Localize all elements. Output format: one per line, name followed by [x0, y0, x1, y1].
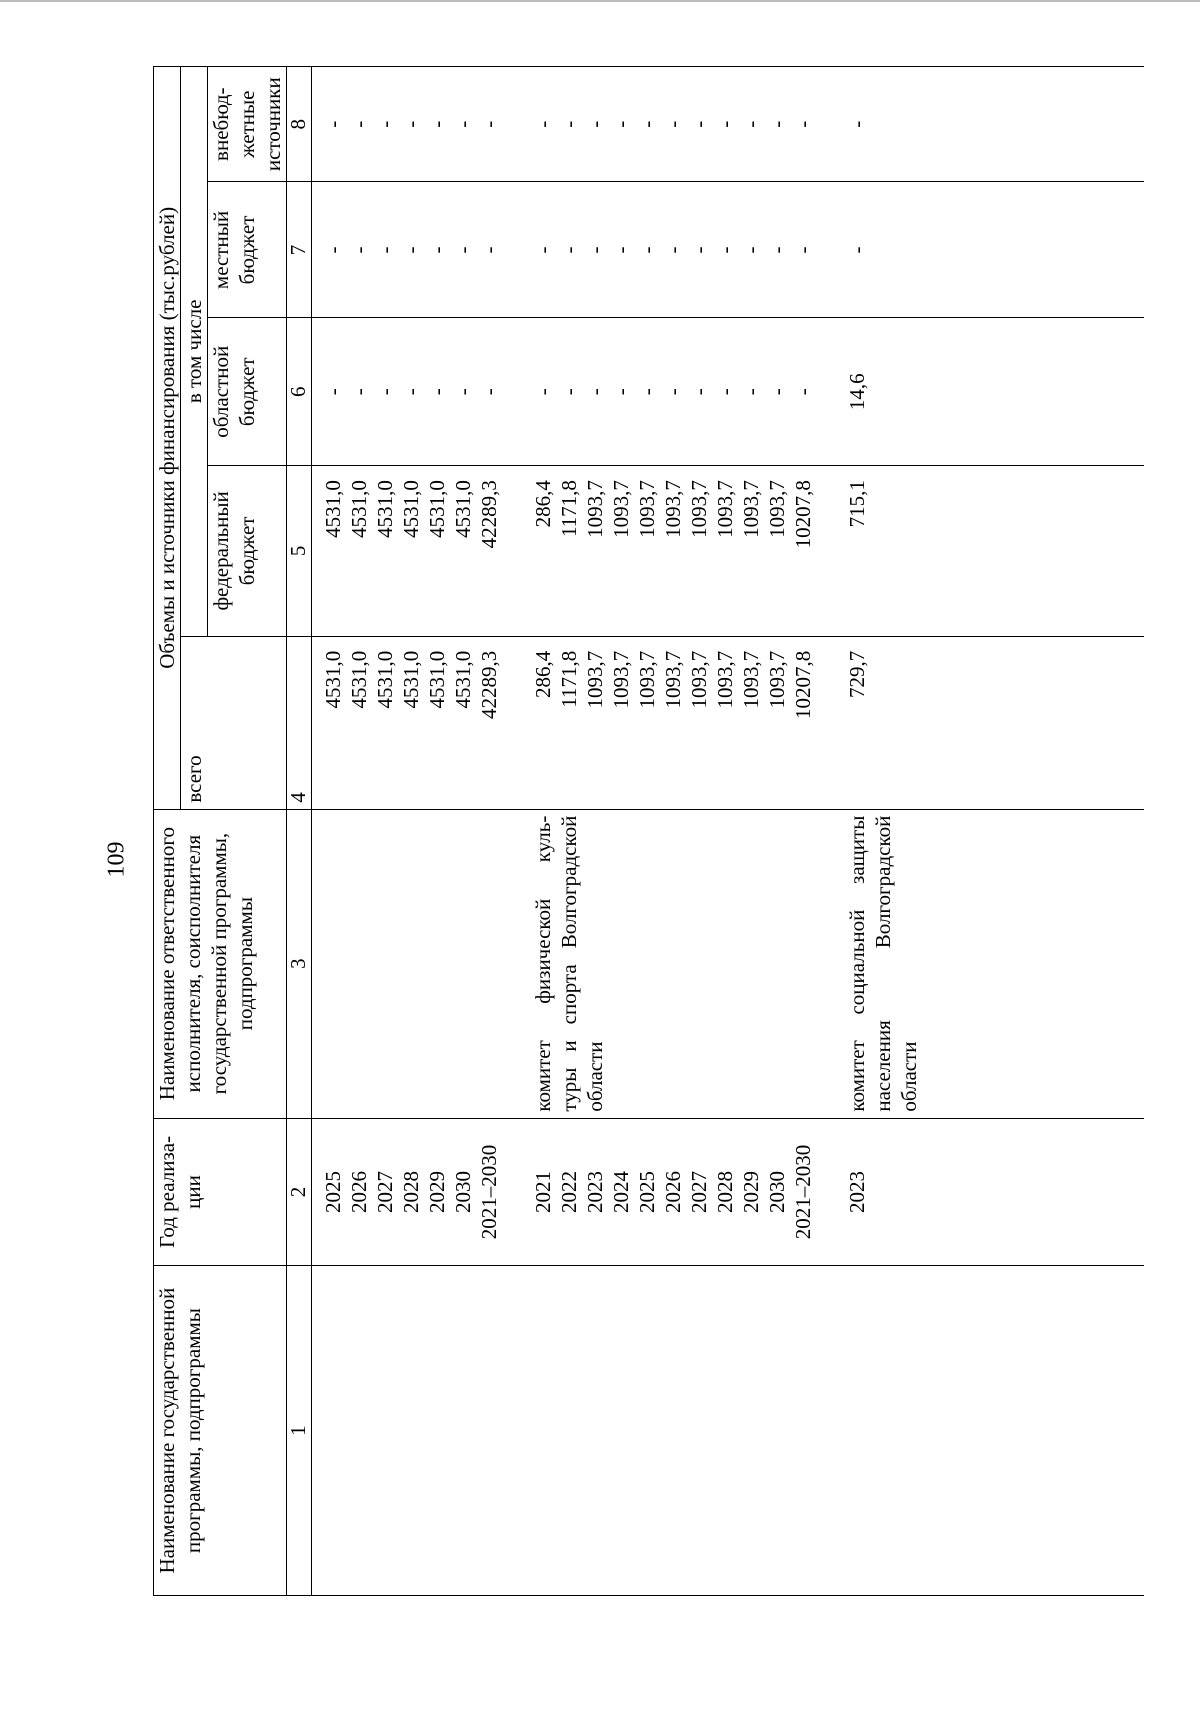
year-cell [312, 1118, 503, 1266]
header-executor: Наименование ответственного исполнителя, соисполнителя государственной программы, подпрограммы [154, 809, 287, 1118]
cell-value: - [531, 246, 555, 254]
cell-value: 729,7 [845, 650, 869, 698]
cell-value: 14,6 [845, 373, 869, 411]
executor-cell [312, 809, 503, 1118]
cell-value: - [399, 246, 423, 254]
cell-value: 4531,0 [321, 650, 345, 709]
cell-value: 1093,7 [583, 480, 607, 538]
cell-value: - [451, 388, 475, 396]
table-row [502, 67, 816, 1596]
column-number: 7 [287, 182, 312, 318]
cell-value: - [557, 246, 581, 254]
cell-value: - [451, 120, 475, 128]
cell-value: - [373, 120, 397, 128]
cell-value: 1093,7 [609, 650, 633, 709]
cell-value: - [531, 388, 555, 396]
cell-value: 10207,8 [791, 650, 815, 719]
cell-value: 2022 [557, 1170, 581, 1213]
cell-value: 1093,7 [765, 480, 789, 538]
cell-value: 1171,8 [557, 480, 581, 538]
cell-value: - [609, 388, 633, 396]
cell-value: - [373, 388, 397, 396]
cell-value: 2028 [713, 1170, 737, 1213]
cell-value: - [373, 246, 397, 254]
cell-value: 2023 [583, 1170, 607, 1213]
header-funding: Объемы и источники финансирования (тыс.рублей) [154, 67, 181, 810]
cell-value: 2026 [661, 1170, 685, 1213]
column-number: 6 [287, 318, 312, 466]
cell-value: - [791, 246, 815, 254]
rotated-document [153, 66, 1200, 1596]
cell-value: - [425, 246, 449, 254]
cell-value: - [477, 246, 501, 254]
cell-value: - [609, 120, 633, 128]
cell-value: - [583, 246, 607, 254]
cell-value: - [321, 246, 345, 254]
funding-table [153, 66, 1144, 1596]
cell-value: - [583, 120, 607, 128]
cell-value: 4531,0 [425, 650, 449, 709]
cell-value: - [739, 388, 763, 396]
cell-value: 1093,7 [713, 650, 737, 709]
cell-value: - [687, 120, 711, 128]
cell-value: 42289,3 [477, 480, 501, 549]
header-year: Год реализа-ции [154, 1118, 287, 1266]
cell-value: - [609, 246, 633, 254]
regional-cell [816, 318, 1144, 466]
cell-value: 1093,7 [739, 480, 763, 538]
header-local: местный бюджет [208, 182, 287, 318]
cell-value: - [399, 388, 423, 396]
cell-value: 4531,0 [373, 650, 397, 709]
scan-edge [0, 0, 1200, 2]
offbudget-cell [502, 67, 816, 182]
header-including: в том числе [181, 67, 208, 637]
cell-value: 1171,8 [557, 650, 581, 708]
cell-value: 2030 [765, 1170, 789, 1213]
cell-value: 2026 [347, 1170, 371, 1213]
total-cell [312, 636, 503, 809]
cell-value: - [347, 120, 371, 128]
column-number: 2 [287, 1118, 312, 1266]
cell-value: 2024 [609, 1170, 633, 1213]
cell-value: 715,1 [845, 480, 869, 528]
cell-value: 2027 [373, 1170, 397, 1213]
cell-value: 286,4 [531, 480, 555, 528]
cell-value: - [687, 388, 711, 396]
cell-value: туры и спорта Волгоградской [557, 815, 581, 1112]
column-number: 4 [287, 636, 312, 809]
cell-value: 2021 [531, 1170, 555, 1213]
cell-value: - [713, 246, 737, 254]
cell-value: 4531,0 [451, 480, 475, 538]
cell-value: - [425, 388, 449, 396]
federal-cell [816, 466, 1144, 637]
local-cell [816, 182, 1144, 318]
column-number: 8 [287, 67, 312, 182]
cell-value: комитет социальной защиты [845, 815, 869, 1112]
table-row [816, 67, 1144, 1596]
cell-value: - [557, 388, 581, 396]
cell-value: - [451, 246, 475, 254]
cell-value: 2029 [425, 1170, 449, 1213]
cell-value: 2023 [845, 1170, 869, 1213]
local-cell [312, 182, 503, 318]
column-number: 1 [287, 1266, 312, 1596]
cell-value: - [661, 120, 685, 128]
cell-value: - [477, 120, 501, 128]
federal-cell [502, 466, 816, 637]
total-cell [816, 636, 1144, 809]
cell-value: - [713, 120, 737, 128]
cell-value: - [399, 120, 423, 128]
cell-value: 1093,7 [687, 650, 711, 709]
header-regional: областной бюджет [208, 318, 287, 466]
cell-value: - [321, 388, 345, 396]
cell-value: - [477, 388, 501, 396]
cell-value: 4531,0 [425, 480, 449, 538]
regional-cell [312, 318, 503, 466]
cell-value: - [765, 246, 789, 254]
regional-cell [502, 318, 816, 466]
cell-value: - [791, 388, 815, 396]
cell-value: 2028 [399, 1170, 423, 1213]
page-number: 109 [103, 841, 130, 878]
header-federal: федеральный бюджет [208, 466, 287, 637]
cell-value: - [661, 388, 685, 396]
cell-value: 2029 [739, 1170, 763, 1213]
header-total: всего [181, 636, 287, 809]
cell-value: 1093,7 [583, 650, 607, 709]
cell-value: 4531,0 [399, 480, 423, 538]
cell-value: 286,4 [531, 650, 555, 698]
cell-value: 2025 [635, 1170, 659, 1213]
cell-value: населения Волгоградской [871, 815, 895, 1112]
cell-value: 4531,0 [373, 480, 397, 538]
cell-value: - [765, 388, 789, 396]
year-cell [502, 1118, 816, 1266]
cell-value: 1093,7 [661, 480, 685, 538]
column-numbers-row [287, 67, 312, 1596]
total-cell [502, 636, 816, 809]
program-name-cell [312, 1266, 503, 1596]
cell-value: 4531,0 [321, 480, 345, 538]
cell-value: - [635, 388, 659, 396]
cell-value: - [347, 388, 371, 396]
cell-value: 2027 [687, 1170, 711, 1213]
offbudget-cell [312, 67, 503, 182]
header-offbudget: внебюд-жетные источники [208, 67, 287, 182]
cell-value: 1093,7 [765, 650, 789, 709]
cell-value: 10207,8 [791, 480, 815, 549]
cell-value: 2030 [451, 1170, 475, 1213]
table-row [312, 67, 503, 1596]
cell-value: области [583, 1041, 607, 1112]
cell-value: области [897, 1041, 921, 1112]
local-cell [502, 182, 816, 318]
cell-value: - [739, 246, 763, 254]
cell-value: - [635, 120, 659, 128]
executor-cell [502, 809, 816, 1118]
cell-value: - [531, 120, 555, 128]
cell-value: - [425, 120, 449, 128]
program-name-cell [816, 1266, 1144, 1596]
cell-value: 1093,7 [687, 480, 711, 538]
column-number: 5 [287, 466, 312, 637]
cell-value: 1093,7 [661, 650, 685, 709]
cell-value: 1093,7 [713, 480, 737, 538]
cell-value: 1093,7 [739, 650, 763, 709]
year-cell [816, 1118, 1144, 1266]
cell-value: - [739, 120, 763, 128]
cell-value: - [791, 120, 815, 128]
cell-value: - [557, 120, 581, 128]
offbudget-cell [816, 67, 1144, 182]
cell-value: - [713, 388, 737, 396]
cell-value: - [347, 246, 371, 254]
program-name-cell [502, 1266, 816, 1596]
cell-value: 2021–2030 [791, 1144, 815, 1240]
cell-value: 2021–2030 [477, 1144, 501, 1240]
cell-value: - [583, 388, 607, 396]
cell-value: 2025 [321, 1170, 345, 1213]
cell-value: 4531,0 [347, 650, 371, 709]
cell-value: - [765, 120, 789, 128]
cell-value: - [687, 246, 711, 254]
cell-value: 1093,7 [635, 650, 659, 709]
cell-value: 4531,0 [347, 480, 371, 538]
executor-cell [816, 809, 1144, 1118]
column-number: 3 [287, 809, 312, 1118]
cell-value: 1093,7 [635, 480, 659, 538]
cell-value: 42289,3 [477, 650, 501, 719]
cell-value: - [845, 246, 869, 254]
cell-value: - [845, 120, 869, 128]
federal-cell [312, 466, 503, 637]
cell-value: 4531,0 [451, 650, 475, 709]
cell-value: - [635, 246, 659, 254]
cell-value: 1093,7 [609, 480, 633, 538]
cell-value: - [661, 246, 685, 254]
cell-value: комитет физической куль- [531, 815, 555, 1112]
cell-value: - [321, 120, 345, 128]
header-program-name: Наименование государственной программы, подпрограммы [154, 1266, 287, 1596]
cell-value: 4531,0 [399, 650, 423, 709]
